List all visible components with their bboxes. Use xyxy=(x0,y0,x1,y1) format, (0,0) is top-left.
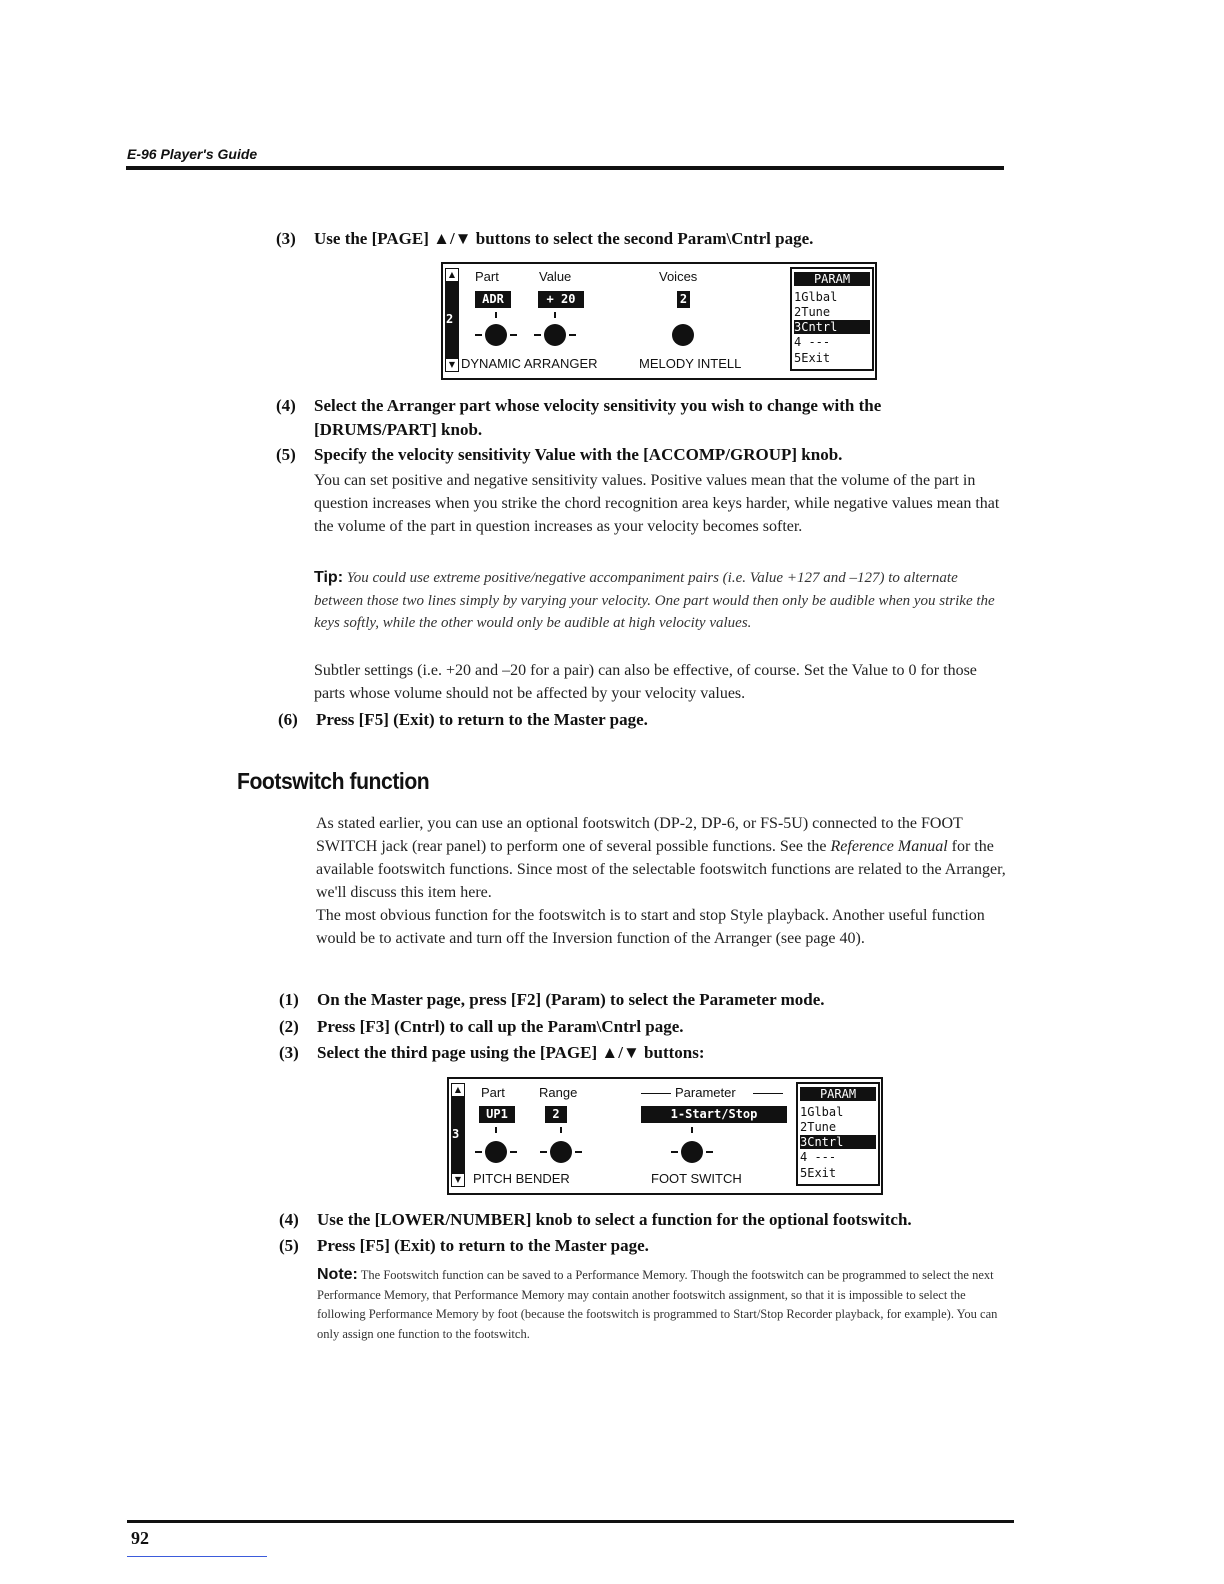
lcd-menu-item-cntrl: 3Cntrl xyxy=(794,320,870,334)
part-knob-icon xyxy=(485,324,507,346)
step-a-4-text: Select the Arranger part whose velocity sensitivity you wish to change with the xyxy=(314,396,882,415)
step-a-3: (3) Use the [PAGE] ▲/▼ buttons to select the second Param\Cntrl page. xyxy=(276,229,814,248)
lcd-menu xyxy=(796,1082,880,1186)
knob-tick xyxy=(691,1127,693,1133)
paragraph-sensitivity-values: You can set positive and negative sensitivity values. Positive values mean that the volume of the part in question increases when you strike the chord recognition area keys harder, while negative values mean that the volume of the part in question increases as your velocity becomes softer. xyxy=(314,472,1000,535)
footswitch-intro-part1: As stated earlier, you can use an optional footswitch (DP-2, DP-6, or FS-5U) connected to the FOOT SWITCH jack (rear panel) to perform one of several possible functions. See the xyxy=(316,815,963,855)
lcd-menu-item-empty: 4 --- xyxy=(794,335,831,349)
lcd-menu-item-exit: 5Exit xyxy=(794,351,831,365)
voices-knob-icon xyxy=(672,324,694,346)
lcd-menu-item-glbal: 1Glbal xyxy=(800,1105,844,1119)
step-b-3-text: Select the third page using the [PAGE] ▲/▼ buttons: xyxy=(317,1043,705,1062)
section-heading-footswitch: Footswitch function xyxy=(237,768,430,794)
lcd-footer-left: PITCH BENDER xyxy=(473,1171,570,1186)
tip-text: You could use extreme positive/negative accompaniment pairs (i.e. Value +127 and –127) to alternate between those two lines simply by varying your velocity. One part would then only be audible when you strike the keys softly, while the other would only be audible at high velocity values. xyxy=(314,570,995,631)
reference-manual-title: Reference Manual xyxy=(830,838,948,855)
knob-tick xyxy=(495,1127,497,1133)
lcd-screen-param-page-3 xyxy=(447,1077,883,1195)
paragraph-subtler-settings: Subtler settings (i.e. +20 and –20 for a pair) can also be effective, of course. Set the Value to 0 for those parts whose volume should not be affected by your velocity values. xyxy=(314,662,977,702)
tip-label: Tip: xyxy=(314,569,344,586)
page-down-arrow-icon: ▼ xyxy=(445,358,459,372)
lcd-menu-item-exit: 5Exit xyxy=(800,1166,837,1180)
step-a-6-text: Press [F5] (Exit) to return to the Master page. xyxy=(316,710,648,729)
footer-link-underline xyxy=(127,1556,267,1557)
step-b-4: (4) Use the [LOWER/NUMBER] knob to select a function for the optional footswitch. xyxy=(279,1210,912,1229)
lcd-footer-right: MELODY INTELL xyxy=(639,356,742,371)
step-a-6: (6) Press [F5] (Exit) to return to the Master page. xyxy=(278,710,648,729)
page-number: 92 xyxy=(131,1528,149,1548)
note-block xyxy=(317,1265,1007,1344)
lcd-menu-item-glbal: 1Glbal xyxy=(794,290,838,304)
range-knob-icon xyxy=(550,1141,572,1163)
knob-tick xyxy=(495,312,497,318)
page-header-title: E-96 Player's Guide xyxy=(127,146,258,162)
lcd-menu-title: PARAM xyxy=(800,1087,876,1101)
lcd-col-voices: Voices xyxy=(659,269,698,284)
knob-tick xyxy=(554,312,556,318)
parameter-knob-icon xyxy=(681,1141,703,1163)
note-text: The Footswitch function can be saved to a Performance Memory. Though the footswitch can be programmed to select the next Performance Memory, that Performance Memory may contain another footswitch assignment, so that it is impossible to select the following Performance Memory by foot (because the footswitch is programmed to Start/Stop Recorder playback, for example). You can only assign one function to the footswitch. xyxy=(317,1268,998,1341)
lcd-part-value: UP1 xyxy=(479,1106,515,1123)
value-knob-icon xyxy=(544,324,566,346)
lcd-menu-title: PARAM xyxy=(794,272,870,286)
step-a-4-text-line2: [DRUMS/PART] knob. xyxy=(314,420,483,439)
lcd-part-value: ADR xyxy=(475,291,511,308)
lcd-col-parameter: Parameter xyxy=(675,1085,736,1100)
knob-tick xyxy=(560,1127,562,1133)
lcd-value-value: + 20 xyxy=(538,291,584,308)
lcd-page-number: 3 xyxy=(452,1127,460,1141)
lcd-parameter-value: 1-Start/Stop xyxy=(641,1106,787,1123)
lcd-range-value: 2 xyxy=(545,1106,567,1123)
page-down-arrow-icon: ▼ xyxy=(451,1173,465,1187)
lcd-page-number: 2 xyxy=(446,312,454,326)
step-b-4-text: Use the [LOWER/NUMBER] knob to select a function for the optional footswitch. xyxy=(317,1210,912,1229)
step-a-5-text: Specify the velocity sensitivity Value with the [ACCOMP/GROUP] knob. xyxy=(314,445,843,464)
page-up-arrow-icon: ▲ xyxy=(451,1083,465,1097)
paragraph-footswitch-functions: The most obvious function for the footswitch is to start and stop Style playback. Another useful function would be to activate and turn off the Inversion function of the Arranger (see page 40). xyxy=(316,907,985,947)
lcd-col-range: Range xyxy=(539,1085,578,1100)
lcd-footer-left: DYNAMIC ARRANGER xyxy=(461,356,598,371)
step-b-5: (5) Press [F5] (Exit) to return to the Master page. xyxy=(279,1236,649,1255)
note-label: Note: xyxy=(317,1266,358,1283)
lcd-menu xyxy=(790,267,874,371)
step-b-2: (2) Press [F3] (Cntrl) to call up the Param\Cntrl page. xyxy=(279,1017,684,1036)
step-b-1-text: On the Master page, press [F2] (Param) to select the Parameter mode. xyxy=(317,990,825,1009)
lcd-col-part: Part xyxy=(475,269,499,284)
tip-block xyxy=(314,567,1004,635)
step-b-3: (3) Select the third page using the [PAGE] ▲/▼ buttons: xyxy=(279,1043,705,1062)
page-up-arrow-icon: ▲ xyxy=(445,268,459,282)
paragraph-footswitch-intro xyxy=(316,812,1006,904)
lcd-menu-item-tune: 2Tune xyxy=(800,1120,837,1134)
lcd-col-value: Value xyxy=(539,269,572,284)
lcd-menu-item-tune: 2Tune xyxy=(794,305,831,319)
step-a-4: (4) Select the Arranger part whose velocity sensitivity you wish to change with the xyxy=(276,396,882,415)
lcd-col-part: Part xyxy=(481,1085,505,1100)
step-a-5: (5) Specify the velocity sensitivity Value with the [ACCOMP/GROUP] knob. xyxy=(276,445,843,464)
lcd-menu-item-empty: 4 --- xyxy=(800,1150,837,1164)
parameter-rule-left xyxy=(641,1093,671,1094)
lcd-screen-param-page-2 xyxy=(441,262,877,380)
step-a-3-text: Use the [PAGE] ▲/▼ buttons to select the second Param\Cntrl page. xyxy=(314,229,814,248)
step-b-2-text: Press [F3] (Cntrl) to call up the Param\Cntrl page. xyxy=(317,1017,684,1036)
parameter-rule-right xyxy=(753,1093,783,1094)
lcd-menu-item-cntrl: 3Cntrl xyxy=(800,1135,876,1149)
step-b-1: (1) On the Master page, press [F2] (Param) to select the Parameter mode. xyxy=(279,990,825,1009)
footswitch-intro-part2: for the available footswitch functions. Since most of the selectable footswitch functions are related to the Arranger, we'll discuss this item here. xyxy=(316,838,1006,901)
lcd-footer-right: FOOT SWITCH xyxy=(651,1171,742,1186)
lcd-voices-value: 2 xyxy=(677,291,690,308)
footer-rule xyxy=(127,1520,1014,1523)
header-rule xyxy=(126,166,1004,170)
step-b-5-text: Press [F5] (Exit) to return to the Master page. xyxy=(317,1236,649,1255)
part-knob-icon xyxy=(485,1141,507,1163)
